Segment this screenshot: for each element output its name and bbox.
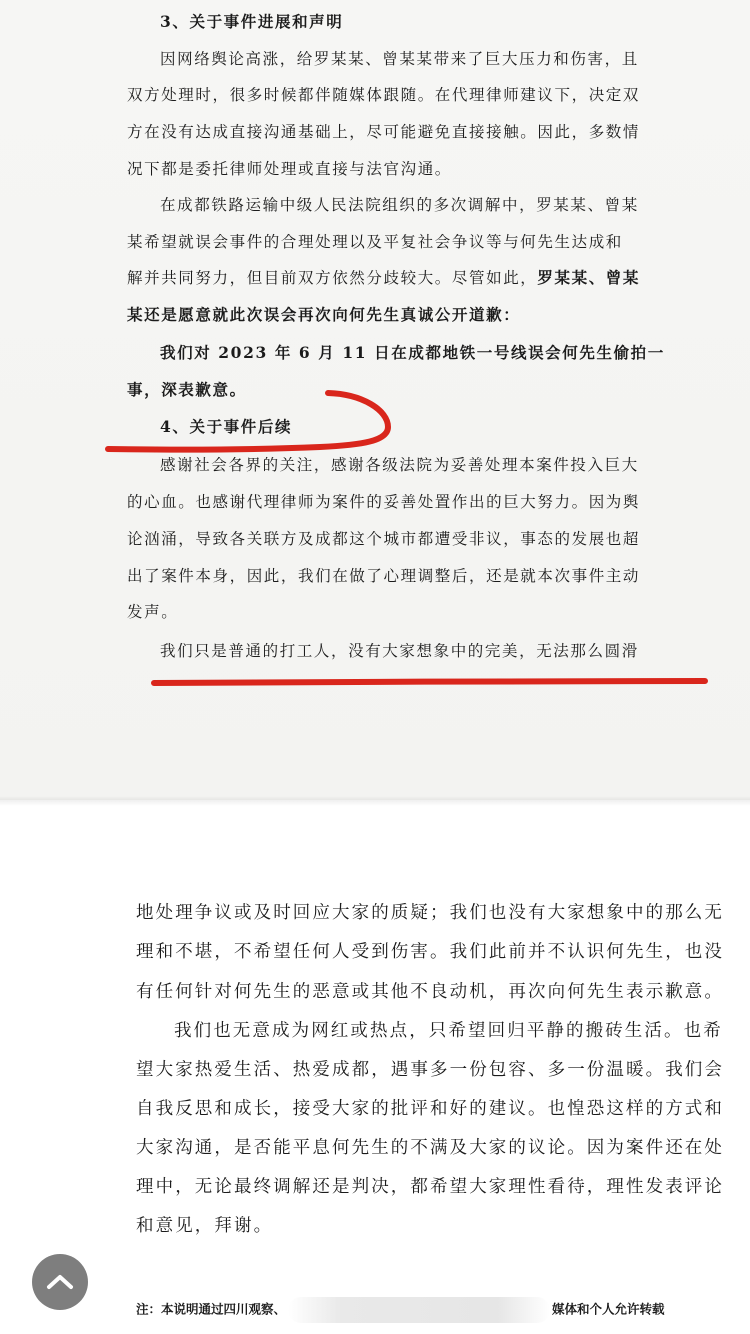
bottom-line-4: 我们也无意成为网红或热点，只希望回归平静的搬砖生活。也希	[174, 1021, 723, 1041]
footnote-label: 注：	[136, 1301, 162, 1317]
bottom-line-1: 地处理争议或及时回应大家的质疑；我们也没有大家想象中的那么无	[136, 903, 724, 923]
para4-line-1: 我们只是普通的打工人，没有大家想象中的完美，无法那么圆滑	[160, 642, 639, 660]
bottom-line-2: 理和不堪，不希望任何人受到伤害。我们此前并不认识何先生，也没	[136, 942, 724, 962]
chevron-up-icon	[45, 1272, 75, 1292]
footnote-end: 媒体和个人允许转载	[552, 1301, 665, 1317]
para1-line-4: 况下都是委托律师处理或直接与法官沟通。	[127, 160, 452, 178]
section-3-heading: 3、关于事件进展和声明	[160, 12, 344, 31]
bottom-line-5: 望大家热爱生活、热爱成都，遇事多一份包容、多一份温暖。我们会	[136, 1060, 724, 1080]
para3-line-4: 出了案件本身，因此，我们在做了心理调整后，还是就本次事件主动	[127, 567, 641, 585]
para3-line-1: 感谢社会各界的关注，感谢各级法院为妥善处理本案件投入巨大	[160, 456, 639, 474]
para3-line-5: 发声。	[127, 603, 179, 621]
bottom-line-9: 和意见，拜谢。	[136, 1216, 274, 1236]
footnote	[136, 1297, 665, 1323]
bottom-line-3: 有任何针对何先生的恶意或其他不良动机，再次向何先生表示歉意。	[136, 982, 724, 1002]
para3-line-3: 论汹涌，导致各关联方及成都这个城市都遭受非议，事态的发展也超	[127, 530, 641, 548]
redaction-blur	[288, 1297, 550, 1323]
para1-line-1: 因网络舆论高涨，给罗某某、曾某某带来了巨大压力和伤害，且	[160, 50, 639, 68]
para2-line-1: 在成都铁路运输中级人民法院组织的多次调解中，罗某某、曾某	[160, 196, 639, 214]
bottom-line-7: 大家沟通，是否能平息何先生的不满及大家的议论。因为案件还在处	[136, 1138, 724, 1158]
apology-line-1: 我们对 2023 年 6 月 11 日在成都地铁一号线误会何先生偷拍一	[160, 343, 665, 362]
apology-line-2: 事，深表歉意。	[127, 380, 247, 399]
para2-line-3	[127, 266, 640, 288]
page-fold-shadow	[0, 796, 750, 806]
para2-line-2: 某希望就误会事件的合理处理以及平复社会争议等与何先生达成和	[127, 233, 623, 251]
para2-line-3-bold: 罗某某、曾某	[537, 268, 641, 287]
section-4-heading: 4、关于事件后续	[160, 417, 293, 436]
para2-line-3-text: 解并共同努力，但目前双方依然分歧较大。尽管如此，	[127, 269, 538, 287]
scroll-to-top-button[interactable]	[32, 1254, 88, 1310]
para2-line-4-bold: 某还是愿意就此次误会再次向何先生真诚公开道歉：	[127, 305, 521, 324]
bottom-line-8: 理中，无论最终调解还是判决，都希望大家理性看待，理性发表评论	[136, 1177, 724, 1197]
bottom-line-6: 自我反思和成长，接受大家的批评和好的建议。也惶恐这样的方式和	[136, 1099, 724, 1119]
footnote-start: 本说明通过四川观察、	[161, 1301, 287, 1317]
para1-line-3: 方在没有达成直接沟通基础上，尽可能避免直接接触。因此，多数情	[127, 123, 641, 141]
para1-line-2: 双方处理时，很多时候都伴随媒体跟随。在代理律师建议下，决定双	[127, 86, 641, 104]
para3-line-2: 的心血。也感谢代理律师为案件的妥善处置作出的巨大努力。因为舆	[127, 493, 641, 511]
